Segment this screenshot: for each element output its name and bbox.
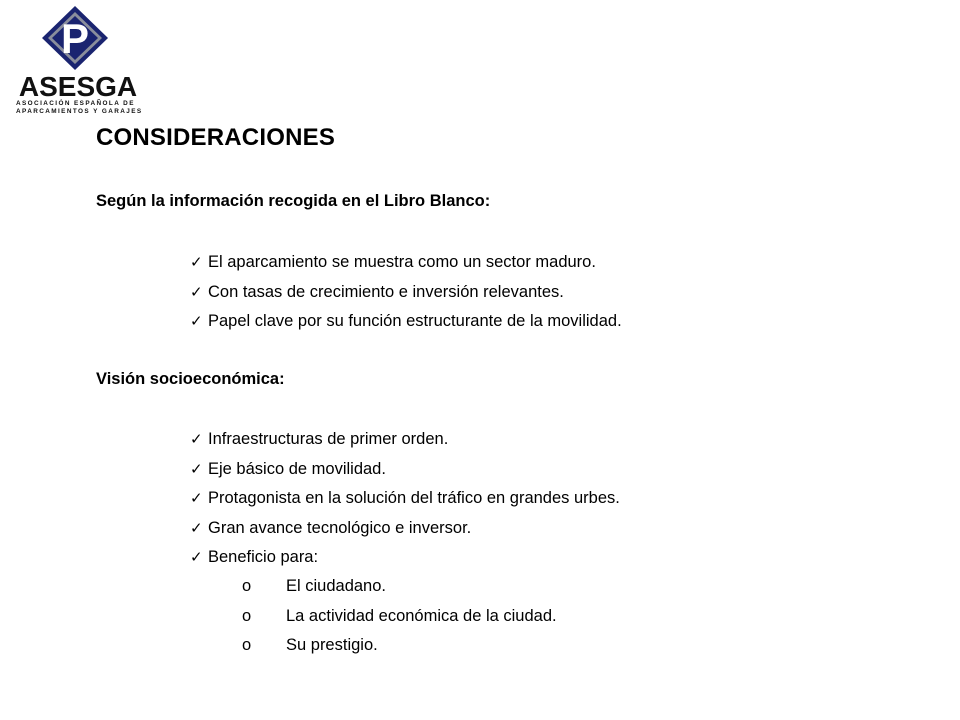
list-item: ✓ El aparcamiento se muestra como un sector maduro. — [190, 248, 622, 278]
sub-list-item: o Su prestigio. — [242, 631, 557, 661]
list-item: ✓ Infraestructuras de primer orden. — [190, 425, 620, 455]
checkmark-icon: ✓ — [190, 312, 203, 330]
logo-subtitle-line1: ASOCIACIÓN ESPAÑOLA DE — [16, 100, 135, 107]
checkmark-icon: ✓ — [190, 489, 203, 507]
parking-diamond-icon — [8, 4, 148, 100]
list-item: ✓ Gran avance tecnológico e inversor. — [190, 514, 620, 544]
section-heading-vision: Visión socioeconómica: — [96, 370, 285, 388]
checkmark-icon: ✓ — [190, 548, 203, 566]
list-item: ✓ Papel clave por su función estructurante de la movilidad. — [190, 307, 622, 337]
vision-list — [190, 425, 620, 573]
checkmark-icon: ✓ — [190, 518, 203, 537]
checkmark-icon: ✓ — [190, 253, 203, 271]
checkmark-icon: ✓ — [190, 282, 203, 301]
checkmark-icon: ✓ — [190, 430, 203, 448]
checkmark-icon: ✓ — [190, 459, 203, 478]
list-item: ✓ Con tasas de crecimiento e inversión relevantes. — [190, 278, 622, 308]
logo-subtitle-line2: APARCAMIENTOS Y GARAJES — [16, 108, 143, 115]
list-item: ✓ Eje básico de movilidad. — [190, 455, 620, 485]
circle-bullet-icon: o — [242, 577, 252, 595]
list-item: ✓ Beneficio para: — [190, 543, 620, 573]
circle-bullet-icon: o — [242, 636, 252, 654]
libro-blanco-list — [190, 248, 622, 337]
page-title: CONSIDERACIONES — [96, 124, 336, 151]
logo-name: ASESGA — [18, 71, 138, 100]
circle-bullet-icon: o — [242, 606, 252, 625]
sub-list-item: o El ciudadano. — [242, 572, 557, 602]
list-item: ✓ Protagonista en la solución del tráfico en grandes urbes. — [190, 484, 620, 514]
logo-letter: P — [60, 15, 90, 62]
beneficio-sublist — [242, 572, 557, 661]
section-heading-libro-blanco: Según la información recogida en el Libro Blanco: — [96, 192, 491, 210]
sub-list-item: o La actividad económica de la ciudad. — [242, 602, 557, 632]
asesga-logo — [8, 4, 148, 119]
